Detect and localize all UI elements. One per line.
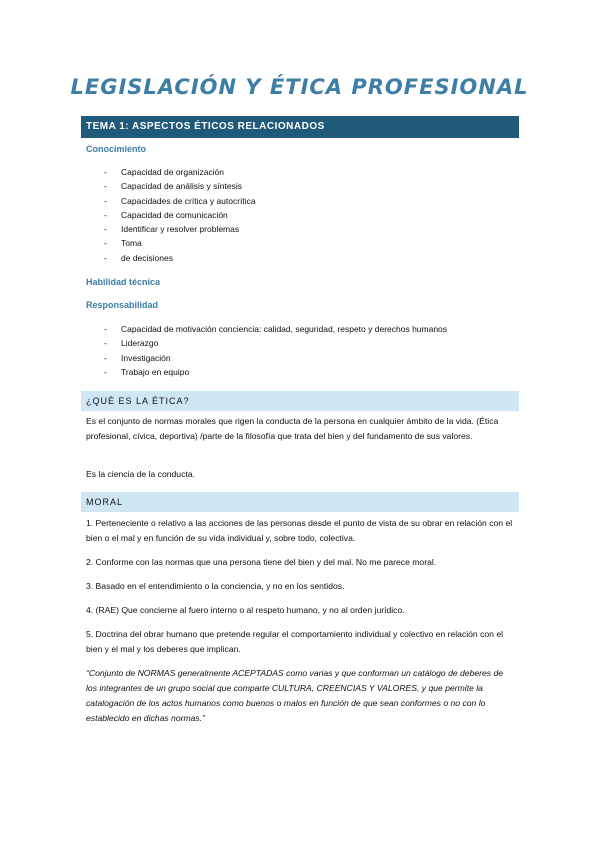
responsabilidad-list xyxy=(104,322,447,379)
moral-item-2: 2. Conforme con las normas que una persona tiene del bien y del mal. No me parece moral. xyxy=(86,557,437,567)
list-item: - Capacidad de análisis y síntesis xyxy=(104,181,242,192)
document-title: LEGISLACIÓN Y ÉTICA PROFESIONAL xyxy=(70,75,529,99)
moral-item-3: 3. Basado en el entendimiento o la conciencia, y no en los sentidos. xyxy=(86,581,345,591)
list-item: - Liderazgo xyxy=(104,338,159,349)
subheading-habilidad-tecnica: Habilidad técnica xyxy=(86,277,161,287)
conocimiento-list xyxy=(104,165,256,265)
subheading-responsabilidad: Responsabilidad xyxy=(86,300,159,310)
moral-item-5: 5. Doctrina del obrar humano que pretende regular el comportamiento individual y colectivo en relación con el bien y el mal y los deberes que implican. xyxy=(86,629,504,654)
paragraph-etica-definicion: Es el conjunto de normas morales que rigen la conducta de la persona en cualquier ámbito de la vida. (Ética profesional, cívica, deportiva) /parte de la filosofía que trata del bien y del fundamento de sus valores. xyxy=(86,416,499,441)
section-heading-moral: MORAL xyxy=(81,492,519,512)
subheading-conocimiento: Conocimiento xyxy=(86,144,146,154)
list-item: - Toma xyxy=(104,238,142,249)
section-heading-tema-1: TEMA 1: ASPECTOS ÉTICOS RELACIONADOS xyxy=(81,116,519,138)
list-item: - Investigación xyxy=(104,352,171,363)
list-item: - Identificar y resolver problemas xyxy=(104,224,240,235)
list-item: - Capacidad de comunicación xyxy=(104,209,228,220)
list-item: - Capacidades de crítica y autocrítica xyxy=(104,195,256,206)
moral-item-4: 4. (RAE) Que concierne al fuero interno o al respeto humano, y no al orden jurídico. xyxy=(86,605,405,615)
list-item: - Capacidad de motivación conciencia: calidad, seguridad, respeto y derechos humanos xyxy=(104,324,448,334)
list-item: - Capacidad de organización xyxy=(104,167,225,177)
moral-item-1: 1. Perteneciente o relativo a las acciones de las personas desde el punto de vista de su obrar en relación con el bien o el mal y en función de su vida individual y, sobre todo, colectiva. xyxy=(86,518,513,543)
list-item: - de decisiones xyxy=(104,252,173,263)
list-item: - Trabajo en equipo xyxy=(104,366,190,377)
paragraph-ciencia-conducta: Es la ciencia de la conducta. xyxy=(86,469,195,479)
section-heading-que-es-la-etica: ¿QUÉ ES LA ÉTICA? xyxy=(81,391,519,411)
moral-quote: “Conjunto de NORMAS generalmente ACEPTADAS como varias y que conforman un catálogo de deberes de los integrantes de un grupo social que comparte CULTURA, CREENCIAS Y VALORES, y que permite la catalogación de los actos humanos como buenos o malos en función de que sean conformes o no con lo establecido en dichas normas.” xyxy=(86,668,504,723)
